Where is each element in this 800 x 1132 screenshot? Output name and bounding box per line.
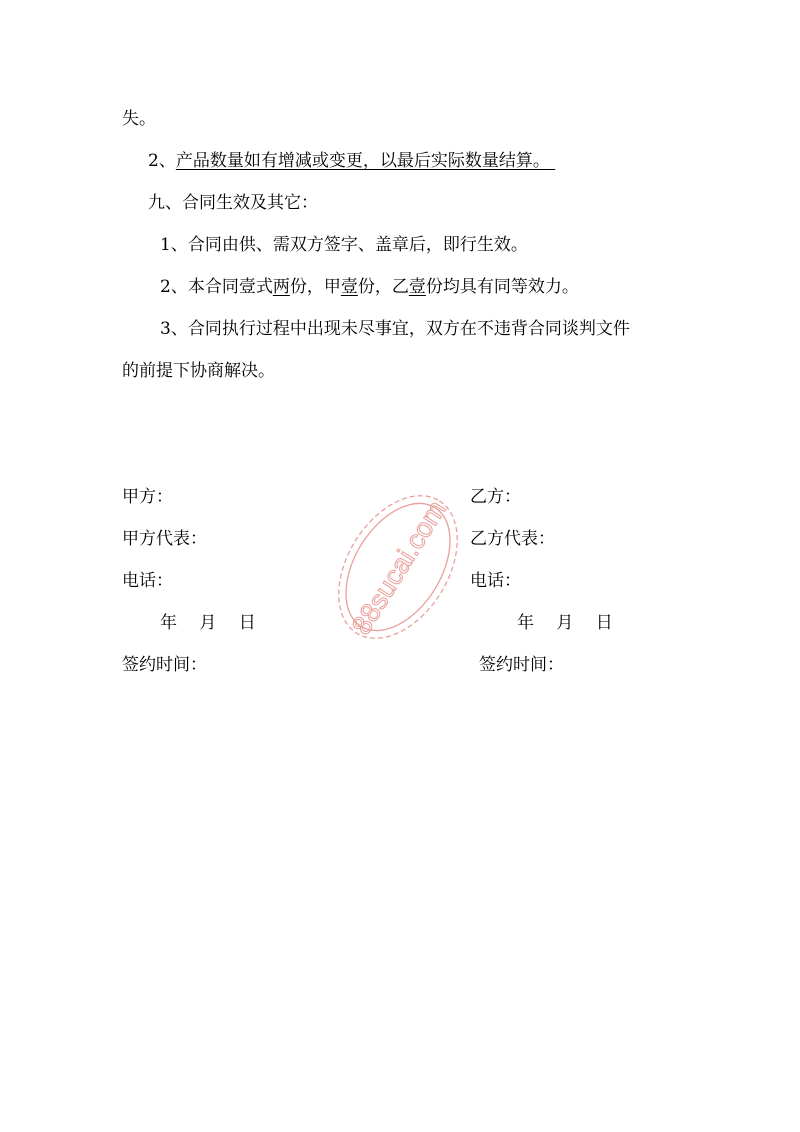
- party-b-representative-label: 乙方代表：: [470, 529, 555, 549]
- copies-count: 两: [272, 277, 290, 297]
- paragraph-continuation: 失。: [122, 109, 156, 129]
- copies-text: 份，甲: [289, 277, 341, 297]
- party-b-date-label: 年 月 日: [517, 613, 613, 633]
- party-b-signing-time-label: 签约时间：: [479, 655, 564, 675]
- clause-copies: [160, 275, 579, 299]
- watermark-stamp: [318, 492, 478, 642]
- party-b-phone-label: 电话：: [470, 571, 521, 591]
- party-a-label: 甲方：: [122, 487, 173, 507]
- copies-text: 份均具有同等效力。: [425, 277, 579, 297]
- clause-unresolved-matters-cont: 的前提下协商解决。: [122, 361, 275, 381]
- clause-unresolved-matters: 3、合同执行过程中出现未尽事宜，双方在不违背合同谈判文件: [160, 319, 630, 339]
- clause-quantity-change: [148, 149, 555, 173]
- watermark-text: 88sucai.com: [345, 495, 452, 640]
- party-b-label: 乙方：: [470, 487, 521, 507]
- copies-text: 2、本合同壹式: [160, 277, 273, 297]
- clause-effective: 1、合同由供、需双方签字、盖章后，即行生效。: [160, 235, 528, 255]
- party-a-representative-label: 甲方代表：: [122, 529, 207, 549]
- section-heading-nine: 九、合同生效及其它：: [148, 193, 318, 213]
- clause-number: 2、: [148, 151, 176, 171]
- copies-party-a: 壹: [340, 277, 358, 297]
- party-a-signing-time-label: 签约时间：: [122, 655, 207, 675]
- copies-party-b: 壹: [408, 277, 426, 297]
- clause-text-underlined: 产品数量如有增减或变更，以最后实际数量结算。: [175, 151, 550, 171]
- party-a-date-label: 年 月 日: [160, 613, 256, 633]
- party-a-phone-label: 电话：: [122, 571, 173, 591]
- copies-text: 份，乙: [357, 277, 409, 297]
